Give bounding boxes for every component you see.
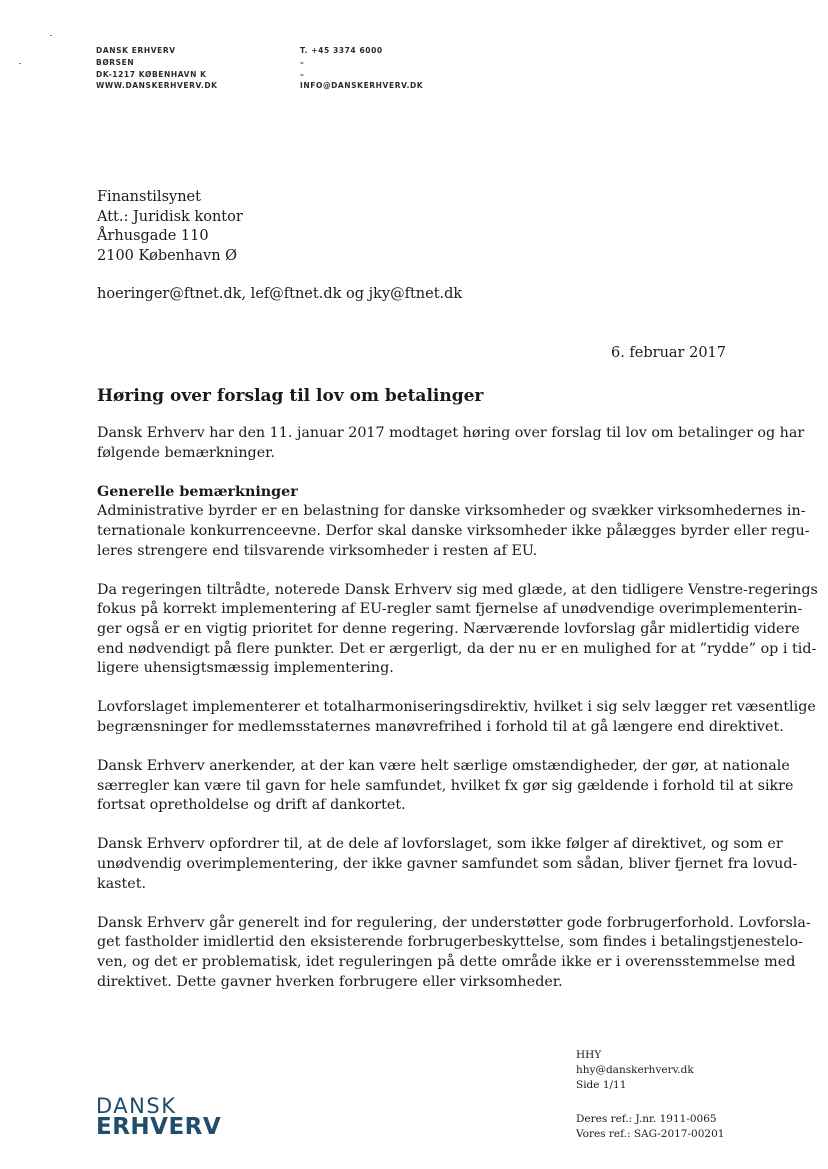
- body-paragraph: [97, 581, 818, 679]
- page-number: Side 1/11: [576, 1078, 627, 1091]
- text-line: Dansk Erhverv går generelt ind for regulering, der understøtter gode forbrugerforhold. Lovforsla-: [97, 914, 811, 931]
- text-line: Da regeringen tiltrådte, noterede Dansk Erhverv sig med glæde, at den tidligere Venstre-regerings: [97, 581, 818, 598]
- recipient-address: [97, 188, 243, 266]
- intro-paragraph: [97, 424, 805, 463]
- author-email: hhy@danskerhverv.dk: [576, 1063, 694, 1076]
- logo-line-1: DANSK: [96, 1094, 177, 1118]
- scan-speck: [50, 35, 52, 36]
- sender-city: DK-1217 KØBENHAVN K: [96, 69, 207, 79]
- body-paragraph: [97, 914, 811, 992]
- text-line: fokus på korrekt implementering af EU-regler samt fjernelse af unødvendige overimplementerin-: [97, 601, 803, 618]
- text-line: Dansk Erhverv har den 11. januar 2017 modtaget høring over forslag til lov om betalinger og har: [97, 425, 805, 441]
- author-initials: HHY: [576, 1049, 602, 1061]
- recipient-emails: hoeringer@ftnet.dk, lef@ftnet.dk og jky@ftnet.dk: [97, 286, 463, 302]
- recipient-city: 2100 København Ø: [97, 247, 238, 264]
- text-line: Dansk Erhverv anerkender, at der kan være helt særlige omstændigheder, der gør, at nationale: [97, 758, 790, 775]
- text-line: kastet.: [97, 875, 147, 892]
- sender-company: DANSK ERHVERV: [96, 46, 176, 55]
- sender-website: WWW.DANSKERHVERV.DK: [96, 81, 218, 91]
- text-line: begrænsninger for medlemsstaternes manøvrefrihed i forhold til at gå længere end direktivet.: [97, 718, 784, 735]
- sender-phone: T. +45 3374 6000: [300, 46, 383, 55]
- text-line: Lovforslaget implementerer et totalharmoniseringsdirektiv, hvilket i sig selv lægger ret væsentlige: [97, 699, 816, 716]
- recipient-att: Att.: Juridisk kontor: [97, 208, 243, 225]
- text-line: særregler kan være til gavn for hele samfundet, hvilket fx gør sig gældende i forhold til at sikre: [97, 777, 794, 794]
- letter-title: Høring over forslag til lov om betalinger: [97, 386, 484, 406]
- sender-dash-2: –: [300, 69, 305, 79]
- text-line: direktivet. Dette gavner hverken forbrugere eller virksomheder.: [97, 973, 563, 990]
- section-heading: Generelle bemærkninger: [97, 483, 298, 500]
- letter-date: 6. februar 2017: [610, 345, 726, 361]
- sender-address-block: [96, 45, 218, 92]
- sender-dash-1: –: [300, 57, 305, 67]
- text-line: Dansk Erhverv opfordrer til, at de dele af lovforslaget, som ikke følger af direktivet, og som er: [97, 836, 783, 853]
- recipient-name: Finanstilsynet: [97, 189, 201, 205]
- scan-speck: [19, 63, 21, 64]
- deres-ref: Deres ref.: J.nr. 1911-0065: [576, 1113, 717, 1125]
- body-paragraph: [97, 835, 798, 894]
- recipient-street: Århusgade 110: [97, 228, 209, 245]
- sender-email: INFO@DANSKERHVERV.DK: [300, 81, 424, 91]
- text-line: get fastholder imidlertid den eksisterende forbrugerbeskyttelse, som findes i betalingstjenestelo-: [97, 934, 803, 951]
- body-paragraph: [97, 502, 810, 561]
- sender-contact-block: [300, 45, 423, 92]
- text-line: ven, og det er problematisk, idet reguleringen på dette område ikke er i overensstemmelse med: [97, 954, 796, 971]
- text-line: end nødvendigt på flere punkter. Det er ærgerligt, da der nu er en mulighed for at ”rydde” op i tid-: [97, 640, 817, 657]
- text-line: ligere uhensigtsmæssig implementering.: [97, 660, 394, 677]
- reference-info: [576, 1112, 724, 1142]
- text-line: ger også er en vigtig prioritet for denne regering. Nærværende lovforslag går midlertidig videre: [97, 620, 800, 637]
- text-line: følgende bemærkninger.: [97, 444, 275, 461]
- author-info: [576, 1048, 694, 1092]
- dansk-erhverv-logo: [96, 1096, 221, 1138]
- text-line: unødvendig overimplementering, der ikke gavner samfundet som sådan, bliver fjernet fra lovud-: [97, 856, 798, 873]
- letter-body: [97, 424, 818, 1012]
- body-paragraph: [97, 698, 816, 737]
- text-line: leres strengere end tilsvarende virksomheder i resten af EU.: [97, 542, 538, 559]
- text-line: ternationale konkurrenceevne. Derfor skal danske virksomheder ikke pålægges byrder eller regu-: [97, 522, 810, 539]
- text-line: fortsat opretholdelse og drift af dankortet.: [97, 797, 406, 814]
- logo-line-2: ERHVERV: [96, 1114, 222, 1140]
- body-paragraph: [97, 757, 794, 816]
- vores-ref: Vores ref.: SAG-2017-00201: [576, 1127, 725, 1140]
- text-line: Administrative byrder er en belastning for danske virksomheder og svækker virksomhedernes in-: [97, 503, 806, 520]
- sender-building: BØRSEN: [96, 57, 135, 67]
